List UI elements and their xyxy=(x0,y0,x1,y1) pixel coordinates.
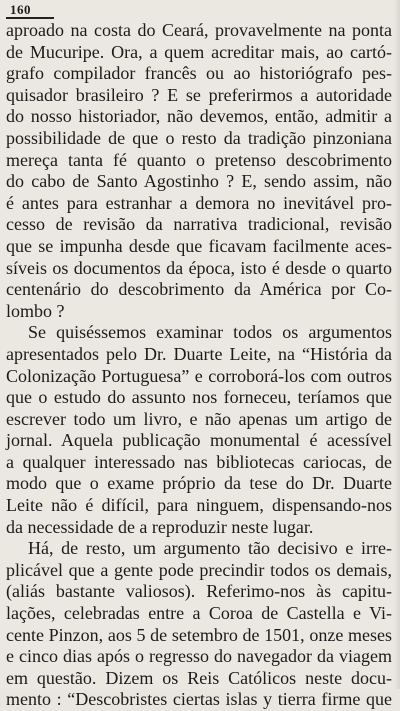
text-line: Leite não é difícil, para ninguem, dispensando-nos xyxy=(6,495,392,516)
text-line: do nosso historiador, não devemos, então, admitir a xyxy=(6,106,392,127)
text-line: (aliás bastante valiosos). Referimo-nos às capitu- xyxy=(6,581,392,602)
body-text xyxy=(6,20,392,711)
text-line: da necessidade de a reproduzir neste lugar. xyxy=(6,516,314,537)
text-line: Se quiséssemos examinar todos os argumentos xyxy=(28,322,392,343)
text-line: e cinco dias após o regresso do navegador da viagem xyxy=(6,646,392,667)
page-number: 160 xyxy=(10,2,31,17)
text-line: que se impunha desde que ficavam facilmente aces- xyxy=(6,235,392,256)
text-line: mereça tanta fé quanto o pretenso descobrimento xyxy=(6,149,392,170)
text-line: plicável que a gente pode precindir todos os demais, xyxy=(6,559,392,580)
text-line: cesso de revisão da narrativa tradicional, revisão xyxy=(6,214,392,235)
text-line: escrever todo um livro, e não apenas um artigo de xyxy=(6,408,392,429)
text-line: aproado na costa do Ceará, provavelmente na ponta xyxy=(6,20,392,40)
text-line: modo que o exame próprio da tese do Dr. Duarte xyxy=(6,473,392,494)
text-line: síveis os documentos da época, isto é desde o quarto xyxy=(6,257,392,278)
text-line: lombo ? xyxy=(6,300,65,321)
scan-edge-shadow xyxy=(394,0,400,689)
header-rule xyxy=(6,17,54,19)
text-line: jornal. Aquela publicação monumental é acessível xyxy=(6,430,392,451)
text-line: a qualquer interessado nas bibliotecas cariocas, de xyxy=(6,451,392,472)
text-line: grafo compilador francês ou ao historiógrafo pes- xyxy=(6,63,392,84)
text-line: em questão. Dizem os Reis Católicos neste docu- xyxy=(6,667,392,688)
text-line: quisador brasileiro ? E se preferirmos a autoridade xyxy=(6,84,392,105)
text-line: do cabo de Santo Agostinho ? E, sendo assim, não xyxy=(6,171,392,192)
text-line: mento : “Descobristes ciertas islas y tierra firme que xyxy=(6,689,392,710)
text-line: apresentados pelo Dr. Duarte Leite, na “História da xyxy=(6,343,392,364)
text-line: é antes para estranhar a demora no inevitável pro- xyxy=(6,192,392,213)
text-line: lações, celebradas entre a Coroa de Castella e Vi- xyxy=(6,603,392,624)
text-line: cente Pinzon, aos 5 de setembro de 1501, onze meses xyxy=(6,624,392,645)
text-line: Há, de resto, um argumento tão decisivo e irre- xyxy=(28,538,392,559)
text-line: Colonização Portuguesa” e corroborá-los com outros xyxy=(6,365,392,386)
text-line: centenário do descobrimento da América por Co- xyxy=(6,279,392,300)
text-line: possibilidade de que o resto da tradição pinzoniana xyxy=(6,127,392,148)
text-line: que o estudo do assunto nos forneceu, teríamos que xyxy=(6,387,392,408)
text-line: de Mucuripe. Ora, a quem acreditar mais, ao cartó- xyxy=(6,41,392,62)
